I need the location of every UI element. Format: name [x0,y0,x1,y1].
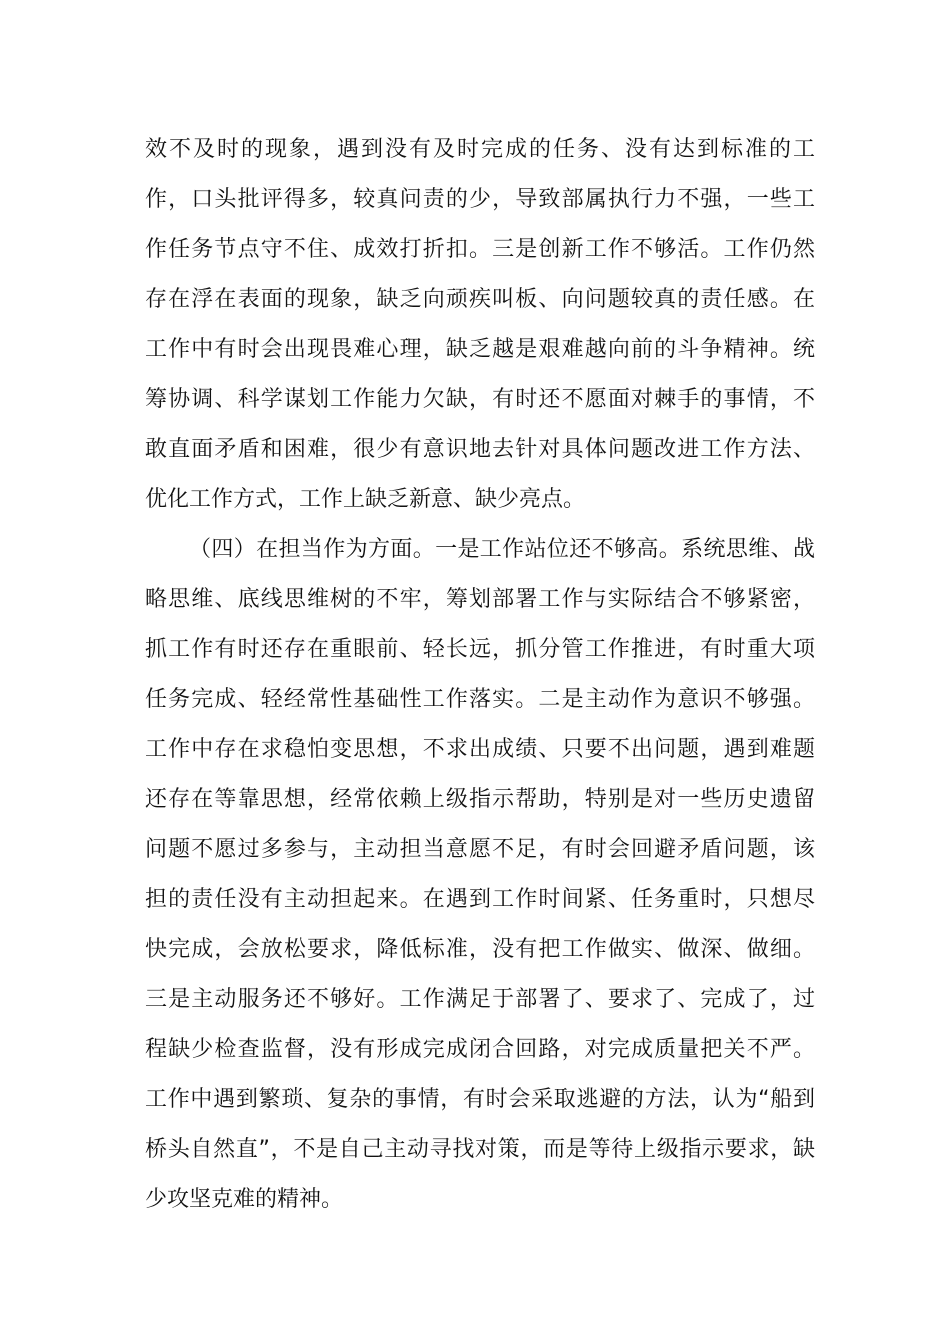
text-line: 作任务节点守不住、成效打折扣。三是创新工作不够活。工作仍然 [145,237,815,262]
text-line: 程缺少检查监督，没有形成完成闭合回路，对完成质量把关不严。 [145,1037,815,1062]
text-line: 筹协调、科学谋划工作能力欠缺，有时还不愿面对棘手的事情，不 [145,387,815,412]
text-line: 优化工作方式，工作上缺乏新意、缺少亮点。 [145,487,586,512]
text-line: 快完成，会放松要求，降低标准，没有把工作做实、做深、做细。 [145,937,815,962]
text-line: 任务完成、轻经常性基础性工作落实。二是主动作为意识不够强。 [145,687,815,712]
text-line: 工作中有时会出现畏难心理，缺乏越是艰难越向前的斗争精神。统 [145,337,815,362]
text-line: 作，口头批评得多，较真问责的少，导致部属执行力不强，一些工 [145,187,815,212]
text-line: 担的责任没有主动担起来。在遇到工作时间紧、任务重时，只想尽 [145,887,815,912]
paragraph-heading-line: （四）在担当作为方面。一是工作站位还不够高。系统思维、战 [189,537,815,562]
text-line: 效不及时的现象，遇到没有及时完成的任务、没有达到标准的工 [145,137,815,162]
text-line: 问题不愿过多参与，主动担当意愿不足，有时会回避矛盾问题，该 [145,837,815,862]
text-line: 抓工作有时还存在重眼前、轻长远，抓分管工作推进，有时重大项 [145,637,815,662]
text-line: 存在浮在表面的现象，缺乏向顽疾叫板、向问题较真的责任感。在 [145,287,815,312]
text-line: 略思维、底线思维树的不牢，筹划部署工作与实际结合不够紧密， [145,587,815,612]
text-line: 三是主动服务还不够好。工作满足于部署了、要求了、完成了，过 [145,987,815,1012]
text-line: 敢直面矛盾和困难，很少有意识地去针对具体问题改进工作方法、 [145,437,815,462]
text-line: 少攻坚克难的精神。 [145,1187,344,1212]
text-line: 工作中存在求稳怕变思想，不求出成绩、只要不出问题，遇到难题 [145,737,815,762]
text-line: 工作中遇到繁琐、复杂的事情，有时会采取逃避的方法，认为“船到 [145,1087,815,1112]
text-line: 桥头自然直”，不是自己主动寻找对策，而是等待上级指示要求，缺 [145,1137,815,1162]
text-line: 还存在等靠思想，经常依赖上级指示帮助，特别是对一些历史遗留 [145,787,815,812]
